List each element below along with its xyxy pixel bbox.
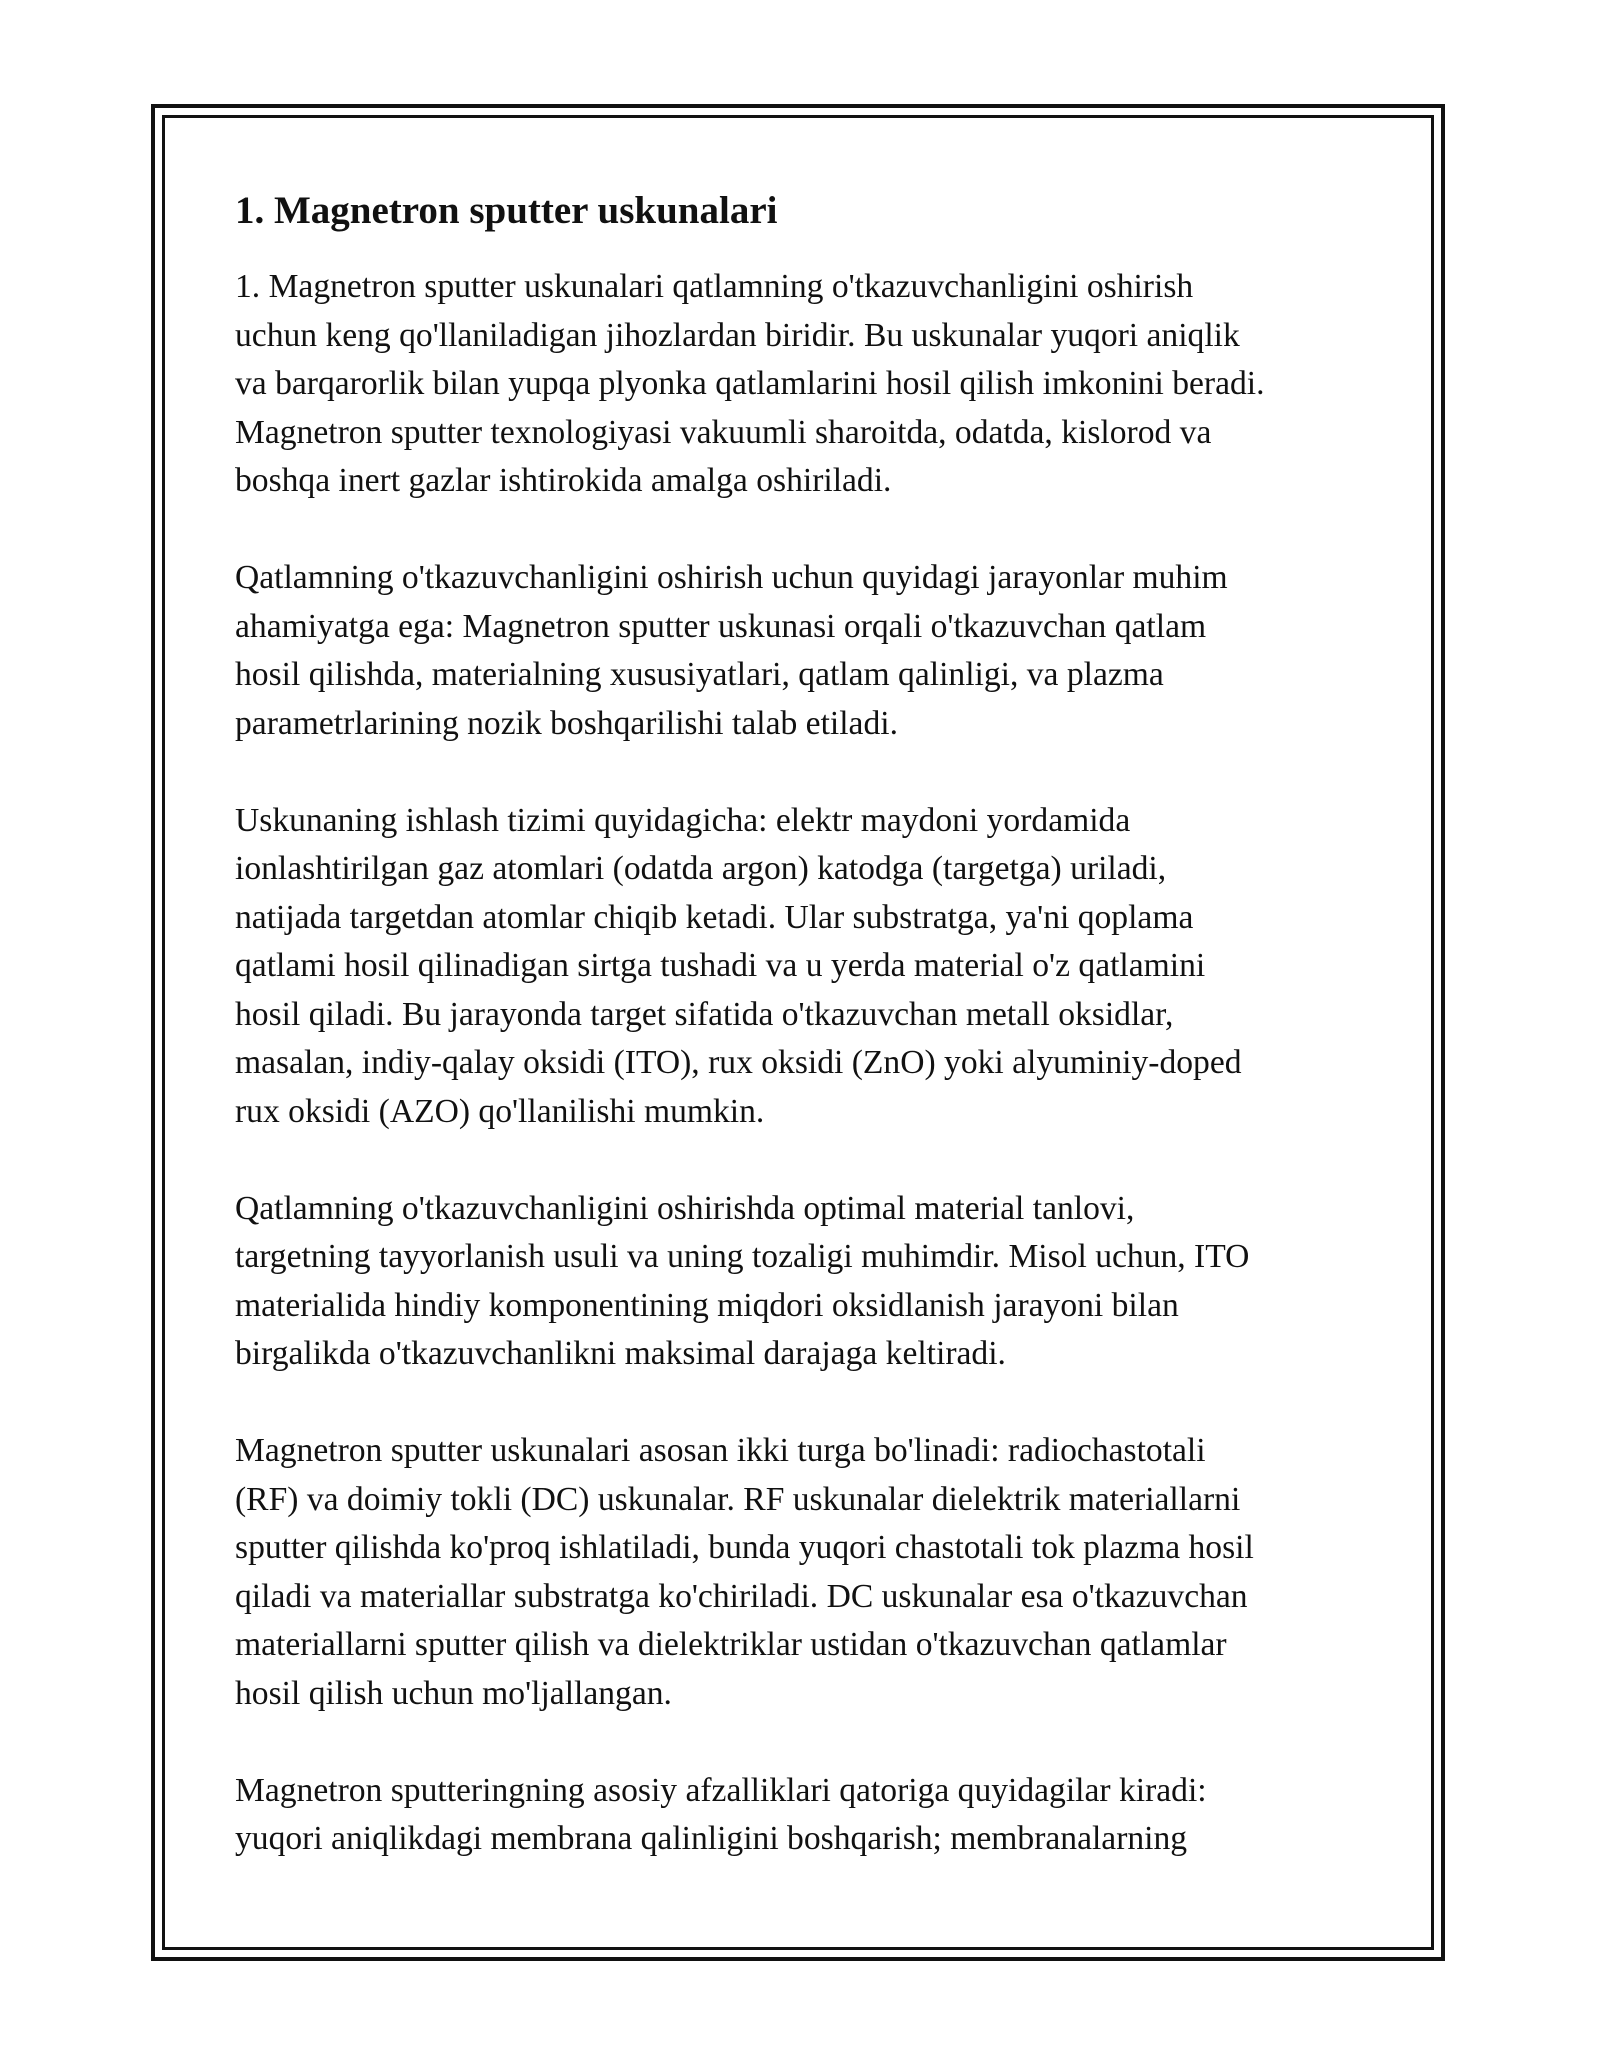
text-line: (RF) va doimiy tokli (DC) uskunalar. RF uskunalar dielektrik materiallarni	[235, 1480, 1241, 1518]
text-line: hosil qilishda, materialning xususiyatlari, qatlam qalinligi, va plazma	[235, 656, 1164, 693]
text-line: Magnetron sputteringning asosiy afzalliklari qatoriga quyidagilar kiradi:	[235, 1771, 1207, 1809]
paragraph-1	[235, 263, 1375, 506]
section-heading: 1. Magnetron sputter uskunalari	[235, 189, 778, 232]
text-line: Qatlamning o'tkazuvchanligini oshirishda optimal material tanlovi,	[235, 1189, 1135, 1227]
text-line: ahamiyatga ega: Magnetron sputter uskunasi orqali o'tkazuvchan qatlam	[235, 607, 1207, 645]
text-line: uchun keng qo'llaniladigan jihozlardan biridir. Bu uskunalar yuqori aniqlik	[235, 316, 1240, 354]
text-line: rux oksidi (AZO) qo'llanilishi mumkin.	[235, 1092, 765, 1130]
text-line: boshqa inert gazlar ishtirokida amalga oshiriladi.	[235, 462, 892, 499]
paragraph-4	[235, 1185, 1375, 1379]
text-line: Magnetron sputter texnologiyasi vakuumli sharoitda, odatda, kislorod va	[235, 413, 1212, 451]
text-line: hosil qilish uchun mo'ljallangan.	[235, 1674, 672, 1712]
paragraph-2	[235, 554, 1375, 748]
text-line: qatlami hosil qilinadigan sirtga tushadi va u yerda material o'z qatlamini	[235, 947, 1206, 984]
text-line: natijada targetdan atomlar chiqib ketadi. Ular substratga, ya'ni qoplama	[235, 898, 1194, 936]
paragraph-5	[235, 1427, 1375, 1718]
document-content	[235, 187, 1375, 1912]
text-line: Uskunaning ishlash tizimi quyidagicha: elektr maydoni yordamida	[235, 801, 1131, 839]
text-line: Qatlamning o'tkazuvchanligini oshirish uchun quyidagi jarayonlar muhim	[235, 559, 1228, 596]
text-line: sputter qilishda ko'proq ishlatiladi, bunda yuqori chastotali tok plazma hosil	[235, 1529, 1254, 1566]
text-line: hosil qiladi. Bu jarayonda target sifatida o'tkazuvchan metall oksidlar,	[235, 995, 1174, 1033]
text-line: va barqarorlik bilan yupqa plyonka qatlamlarini hosil qilish imkonini beradi.	[235, 365, 1265, 402]
text-line: Magnetron sputter uskunalari asosan ikki turga bo'linadi: radiochastotali	[235, 1432, 1206, 1469]
paragraph-6	[235, 1767, 1375, 1864]
paragraph-3	[235, 797, 1375, 1137]
text-line: yuqori aniqlikdagi membrana qalinligini boshqarish; membranalarning	[235, 1820, 1188, 1857]
text-line: materiallarni sputter qilish va dielektriklar ustidan o'tkazuvchan qatlamlar	[235, 1626, 1227, 1663]
text-line: ionlashtirilgan gaz atomlari (odatda argon) katodga (targetga) uriladi,	[235, 850, 1167, 887]
text-line: masalan, indiy-qalay oksidi (ITO), rux oksidi (ZnO) yoki alyuminiy-doped	[235, 1044, 1242, 1081]
text-line: materialida hindiy komponentining miqdori oksidlanish jarayoni bilan	[235, 1286, 1179, 1324]
text-line: parametrlarining nozik boshqarilishi talab etiladi.	[235, 704, 898, 742]
text-line: targetning tayyorlanish usuli va uning tozaligi muhimdir. Misol uchun, ITO	[235, 1238, 1250, 1275]
text-line: birgalikda o'tkazuvchanlikni maksimal darajaga keltiradi.	[235, 1335, 1006, 1372]
text-line: 1. Magnetron sputter uskunalari qatlamning o'tkazuvchanligini oshirish	[235, 268, 1194, 305]
text-line: qiladi va materiallar substratga ko'chiriladi. DC uskunalar esa o'tkazuvchan	[235, 1577, 1248, 1615]
